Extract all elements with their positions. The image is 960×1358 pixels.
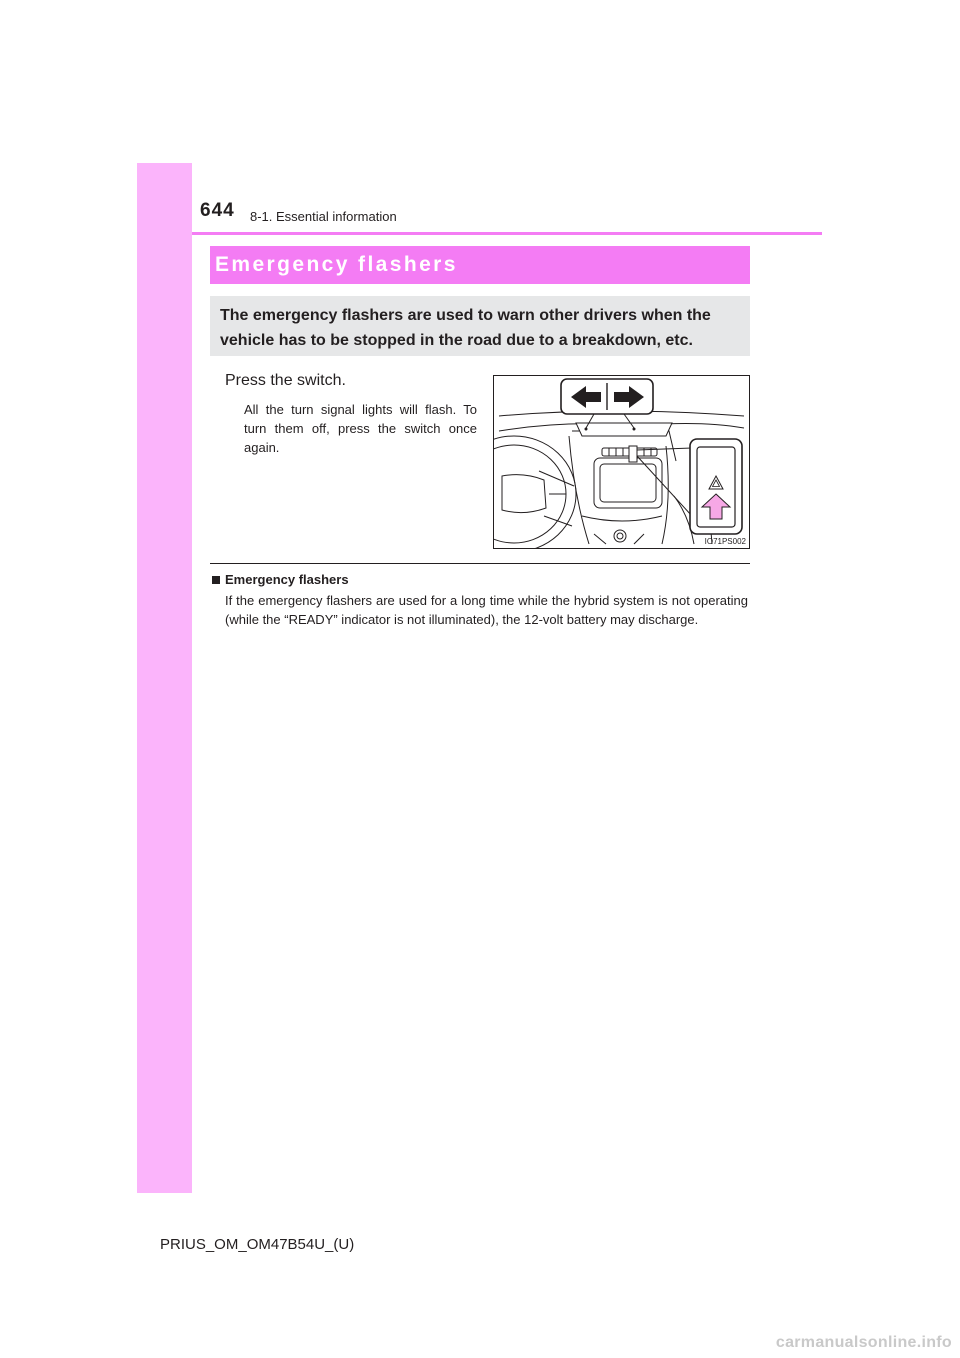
note-title (212, 572, 349, 587)
hazard-switch-illustration (493, 375, 750, 549)
step-heading: Press the switch. (225, 372, 346, 389)
chapter-side-tab (137, 163, 192, 1193)
dashboard-drawing (494, 376, 749, 548)
note-body: If the emergency flashers are used for a long time while the hybrid system is not operating (while the “READY” indicator is not illuminated), the 12-volt battery may discharge. (225, 593, 748, 627)
square-bullet-icon (212, 576, 220, 584)
watermark: carmanualsonline.info (775, 1334, 952, 1351)
intro-text: The emergency flashers are used to warn other drivers when the vehicle has to be stopped in the road due to a breakdown, etc. (220, 307, 711, 349)
step-body: All the turn signal lights will flash. To turn them off, press the switch once again. (244, 402, 477, 455)
header-rule (192, 232, 822, 235)
page-number: 644 (200, 200, 235, 221)
note-title-text: Emergency flashers (225, 572, 349, 587)
section-label: 8-1. Essential information (250, 209, 397, 224)
figure-code: IO71PS002 (704, 537, 746, 546)
footer-code: PRIUS_OM_OM47B54U_(U) (160, 1236, 355, 1253)
body-divider (210, 563, 750, 564)
page-title: Emergency flashers (215, 253, 458, 276)
